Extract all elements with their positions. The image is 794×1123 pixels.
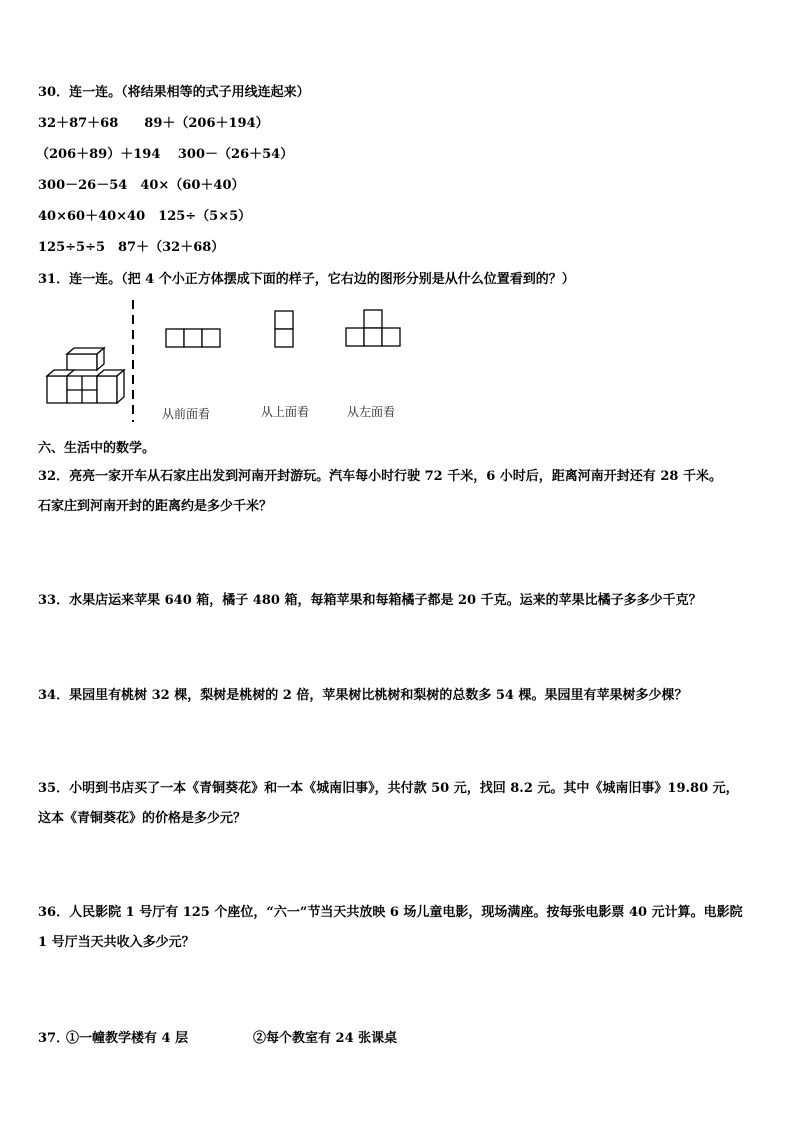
q30-row-5: 125÷5÷5 87＋（32＋68） xyxy=(38,240,225,255)
q37-item-2: ②每个教室有 24 张课桌 xyxy=(253,1031,398,1046)
q32-line-2: 石家庄到河南开封的距离约是多少千米？ xyxy=(38,499,273,514)
q37-label: 37． xyxy=(38,1031,70,1046)
q30-row-2: （206＋89）＋194 300－（26＋54） xyxy=(36,147,294,162)
cube-stack-figure xyxy=(44,346,126,412)
q36-line-2: 1 号厅当天共收入多少元？ xyxy=(38,935,195,950)
caption-top-view: 从上面看 xyxy=(261,405,310,419)
caption-left-view: 从左面看 xyxy=(347,405,396,419)
caption-front-view: 从前面看 xyxy=(162,407,211,421)
q30-row-3: 300－26－54 40×（60＋40） xyxy=(38,178,245,193)
front-view-figure xyxy=(165,328,223,354)
q30-row-4: 40×60＋40×40 125÷（5×5） xyxy=(38,209,252,224)
q35-line-2: 这本《青铜葵花》的价格是多少元？ xyxy=(38,811,247,826)
q37-item-1: ①一幢教学楼有 4 层 xyxy=(66,1031,189,1046)
top-view-figure xyxy=(274,310,298,354)
q35-line-1: 35．小明到书店买了一本《青铜葵花》和一本《城南旧事》，共付款 50 元，找回 8.2 元。其中《城南旧事》19.80 元， xyxy=(38,781,739,796)
section-6-title: 六、生活中的数学。 xyxy=(38,441,156,456)
q34-line-1: 34．果园里有桃树 32 棵，梨树是桃树的 2 倍，苹果树比桃树和梨树的总数多 54 棵。果园里有苹果树多少棵？ xyxy=(38,688,688,703)
dashed-divider xyxy=(130,300,136,426)
q30-row-1: 32＋87＋68 89＋（206＋194） xyxy=(38,116,269,131)
q31-title: 31．连一连。（把 4 个小正方体摆成下面的样子，它右边的图形分别是从什么位置看到的？） xyxy=(38,272,575,287)
left-view-figure xyxy=(345,309,405,353)
q36-line-1: 36．人民影院 1 号厅有 125 个座位，“六一”节当天共放映 6 场儿童电影，现场满座。按每张电影票 40 元计算。电影院 xyxy=(38,905,743,920)
q30-title: 30．连一连。（将结果相等的式子用线连起来） xyxy=(38,85,310,100)
q32-line-1: 32．亮亮一家开车从石家庄出发到河南开封游玩。汽车每小时行驶 72 千米，6 小时后，距离河南开封还有 28 千米。 xyxy=(38,469,722,484)
q33-line-1: 33．水果店运来苹果 640 箱，橘子 480 箱，每箱苹果和每箱橘子都是 20 千克。运来的苹果比橘子多多少千克？ xyxy=(38,593,702,608)
